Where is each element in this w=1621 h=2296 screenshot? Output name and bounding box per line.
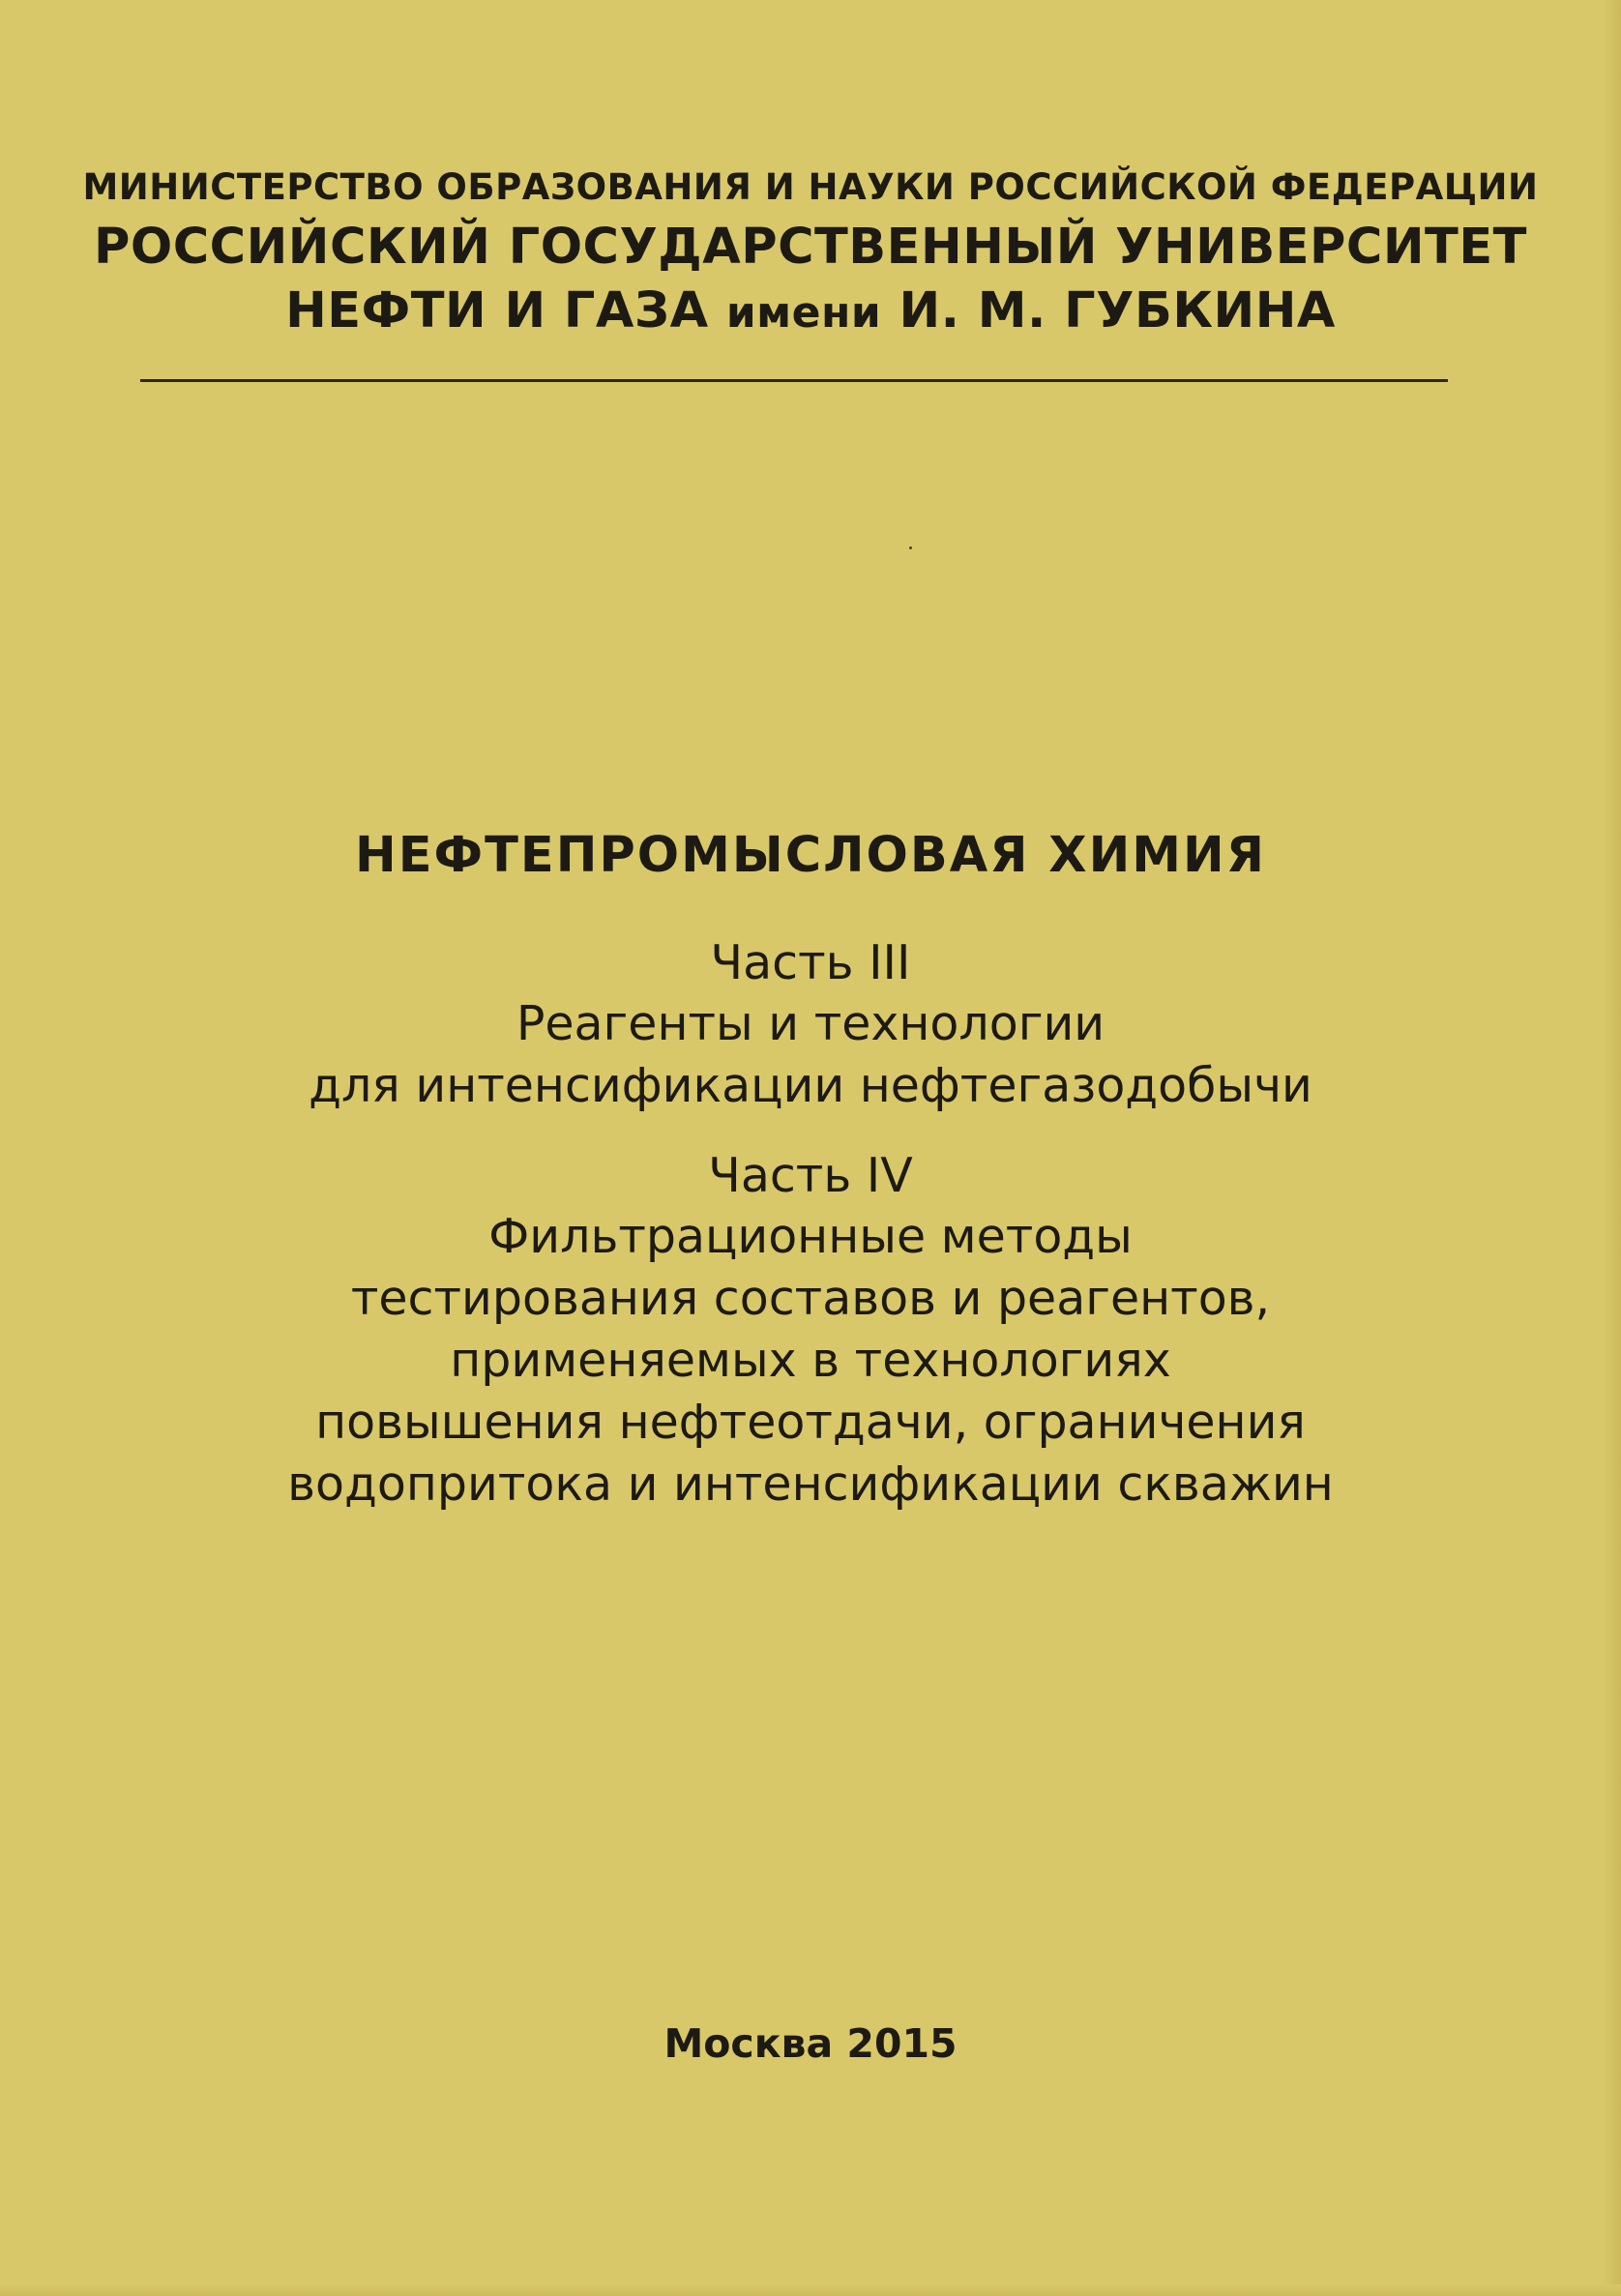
- book-title: НЕФТЕПРОМЫСЛОВАЯ ХИМИЯ: [355, 827, 1266, 884]
- publication-place-year: Москва 2015: [663, 2020, 958, 2067]
- part-4-subtitle-line-2: тестирования составов и реагентов,: [350, 1271, 1271, 1326]
- part-4-subtitle-line-3: применяемых в технологиях: [450, 1333, 1171, 1388]
- part-4-subtitle-line-4: повышения нефтеотдачи, ограничения: [315, 1395, 1306, 1450]
- header-divider: [140, 379, 1448, 382]
- part-3-label: Часть III: [710, 935, 911, 990]
- part-3-subtitle-line-2: для интенсификации нефтегазодобычи: [309, 1058, 1312, 1113]
- ministry-name: МИНИСТЕРСТВО ОБРАЗОВАНИЯ И НАУКИ РОССИЙСКОЙ ФЕДЕРАЦИИ: [82, 166, 1539, 208]
- university-name-part-b: имени: [725, 288, 882, 338]
- paper-speck: [909, 546, 912, 549]
- university-name-part-a: НЕФТИ И ГАЗА: [285, 282, 709, 339]
- part-4-subtitle-line-5: водопритока и интенсификации скважин: [287, 1457, 1334, 1512]
- cover-header: [0, 160, 1621, 345]
- part-3-subtitle-line-1: Реагенты и технологии: [516, 996, 1105, 1051]
- title-block: [0, 817, 1621, 1516]
- university-name-line-2: [0, 280, 1621, 345]
- university-name-line-1: РОССИЙСКИЙ ГОСУДАРСТВЕННЫЙ УНИВЕРСИТЕТ: [94, 219, 1527, 276]
- part-4-subtitle-line-1: Фильтрационные методы: [488, 1209, 1133, 1264]
- part-4-label: Часть IV: [708, 1148, 913, 1203]
- university-name-part-c: И. М. ГУБКИНА: [899, 282, 1336, 339]
- cover-bottom-edge: [0, 2284, 1621, 2296]
